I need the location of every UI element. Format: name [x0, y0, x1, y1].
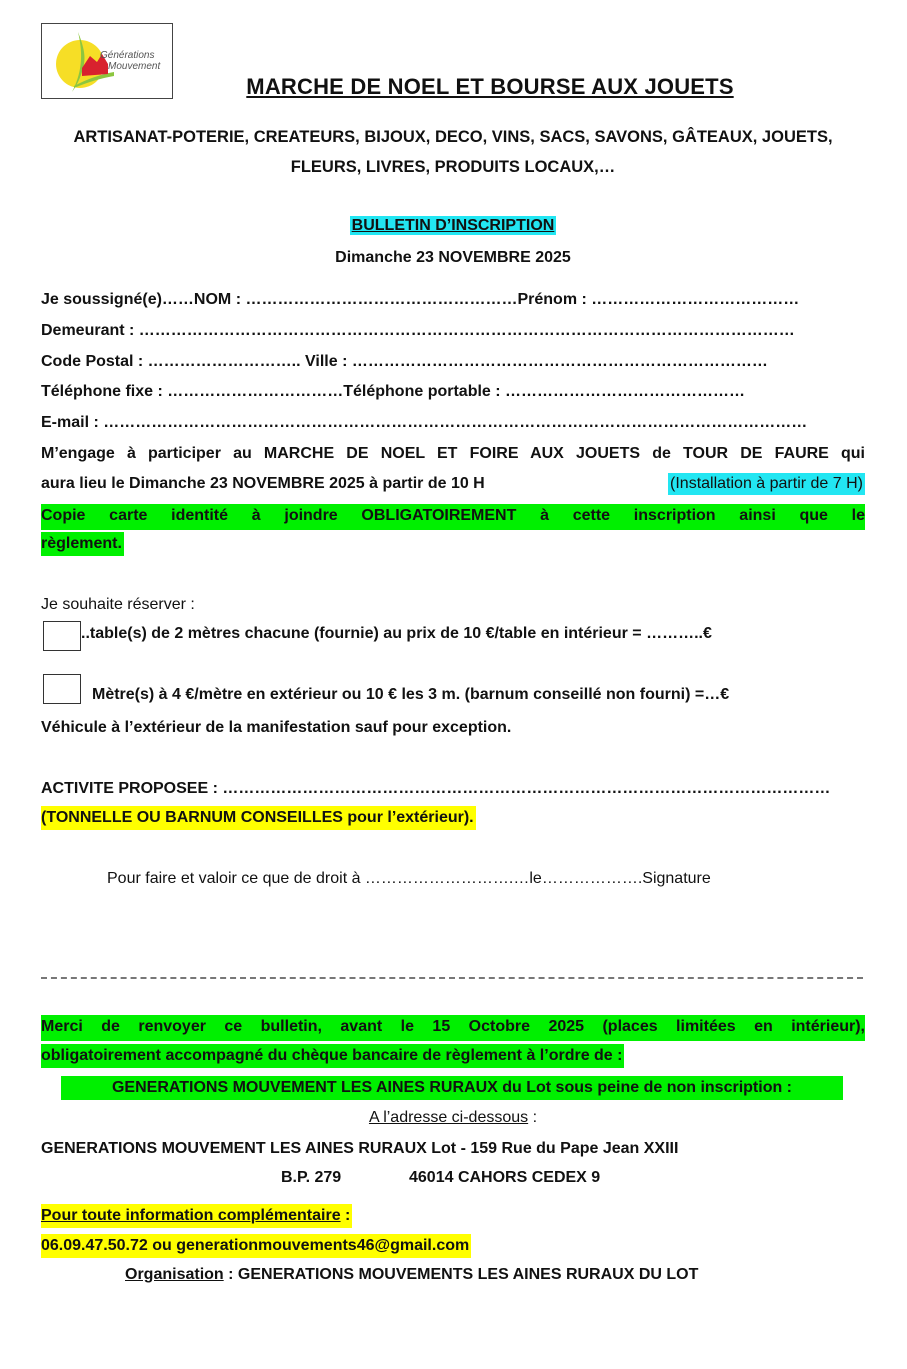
- logo-line-1: Générations: [100, 50, 155, 61]
- address-line-1: GENERATIONS MOUVEMENT LES AINES RURAUX Lot - 159 Rue du Pape Jean XXIII: [41, 1140, 679, 1157]
- nom-prenom-field[interactable]: Je soussigné(e)……NOM : ……………………………………………Prénom : …………………………………: [41, 291, 800, 308]
- address-city: 46014 CAHORS CEDEX 9: [409, 1169, 601, 1186]
- email-field[interactable]: E-mail : ……………………………………………………………………………………………………………………: [41, 414, 808, 431]
- subtitle-line-2: FLEURS, LIVRES, PRODUITS LOCAUX,…: [290, 158, 616, 176]
- adresse-heading: [41, 1107, 865, 1129]
- contact-info[interactable]: 06.09.47.50.72 ou generationmouvements46@gmail.com: [41, 1234, 471, 1258]
- copie-carte-line-1: Copie carte identité à joindre OBLIGATOIREMENT à cette inscription ainsi que le: [41, 504, 865, 530]
- merci-line-3: GENERATIONS MOUVEMENT LES AINES RURAUX du Lot sous peine de non inscription :: [61, 1076, 843, 1100]
- address-bp: B.P. 279: [281, 1169, 342, 1186]
- engagement-line-1: M’engage à participer au MARCHE DE NOEL ET FOIRE AUX JOUETS de TOUR DE FAURE qui: [41, 445, 865, 462]
- bulletin-heading-wrap: [41, 215, 865, 237]
- engagement-line-2: [41, 473, 865, 495]
- cut-line-divider: [41, 977, 863, 979]
- reservation-intro: Je souhaite réserver :: [41, 596, 195, 613]
- metre-quantity-box[interactable]: [43, 674, 81, 704]
- option-metre-text: Mètre(s) à 4 €/mètre en extérieur ou 10 € les 3 m. (barnum conseillé non fourni) =…€: [92, 686, 730, 703]
- organisation-line: [125, 1266, 698, 1284]
- engagement-date-text: aura lieu le Dimanche 23 NOVEMBRE 2025 à partir de 10 H: [41, 475, 485, 492]
- logo-text: [100, 50, 160, 72]
- page-title: MARCHE DE NOEL ET BOURSE AUX JOUETS: [246, 74, 734, 99]
- adresse-label: A l’adresse ci-dessous: [368, 1109, 529, 1126]
- telephone-field[interactable]: Téléphone fixe : ……………………………Téléphone portable : ………………………………………: [41, 383, 746, 400]
- demeurant-field[interactable]: Demeurant : ……………………………………………………………………………………………………………: [41, 322, 795, 339]
- option-table-text: ..table(s) de 2 mètres chacune (fournie) au prix de 10 €/table en intérieur = ………..€: [81, 625, 712, 642]
- info-colon: :: [340, 1207, 351, 1224]
- table-quantity-box[interactable]: [43, 621, 81, 651]
- organisation-value: : GENERATIONS MOUVEMENTS LES AINES RURAUX DU LOT: [223, 1266, 699, 1283]
- organisation-label: Organisation: [125, 1266, 224, 1283]
- event-date: Dimanche 23 NOVEMBRE 2025: [335, 249, 571, 266]
- generations-mouvement-logo: [41, 23, 173, 99]
- info-heading: [41, 1204, 352, 1228]
- vehicule-note: Véhicule à l’extérieur de la manifestation sauf pour exception.: [41, 719, 512, 736]
- copie-carte-line-2: règlement.: [41, 532, 124, 556]
- bulletin-title: BULLETIN D’INSCRIPTION: [351, 217, 555, 234]
- code-postal-ville-field[interactable]: Code Postal : ……………………….. Ville : ……………………………………………………………………: [41, 353, 768, 370]
- info-label: Pour toute information complémentaire: [41, 1207, 341, 1224]
- merci-line-1: Merci de renvoyer ce bulletin, avant le 15 Octobre 2025 (places limitées en intérieur),: [41, 1015, 865, 1041]
- logo-line-2: Mouvement: [108, 61, 161, 72]
- merci-line-2: obligatoirement accompagné du chèque bancaire de règlement à l’ordre de :: [41, 1044, 624, 1068]
- adresse-colon: :: [528, 1109, 538, 1126]
- signature-line[interactable]: Pour faire et valoir ce que de droit à ……………………….…le……………….Signature: [107, 870, 711, 887]
- activite-proposee-field[interactable]: ACTIVITE PROPOSEE : ……………………………………………………………………………………………………: [41, 780, 831, 797]
- subtitle-line-1: ARTISANAT-POTERIE, CREATEURS, BIJOUX, DECO, VINS, SACS, SAVONS, GÂTEAUX, JOUETS,: [73, 128, 833, 146]
- installation-note: (Installation à partir de 7 H): [668, 473, 865, 495]
- tonnelle-note: (TONNELLE OU BARNUM CONSEILLES pour l’extérieur).: [41, 806, 476, 830]
